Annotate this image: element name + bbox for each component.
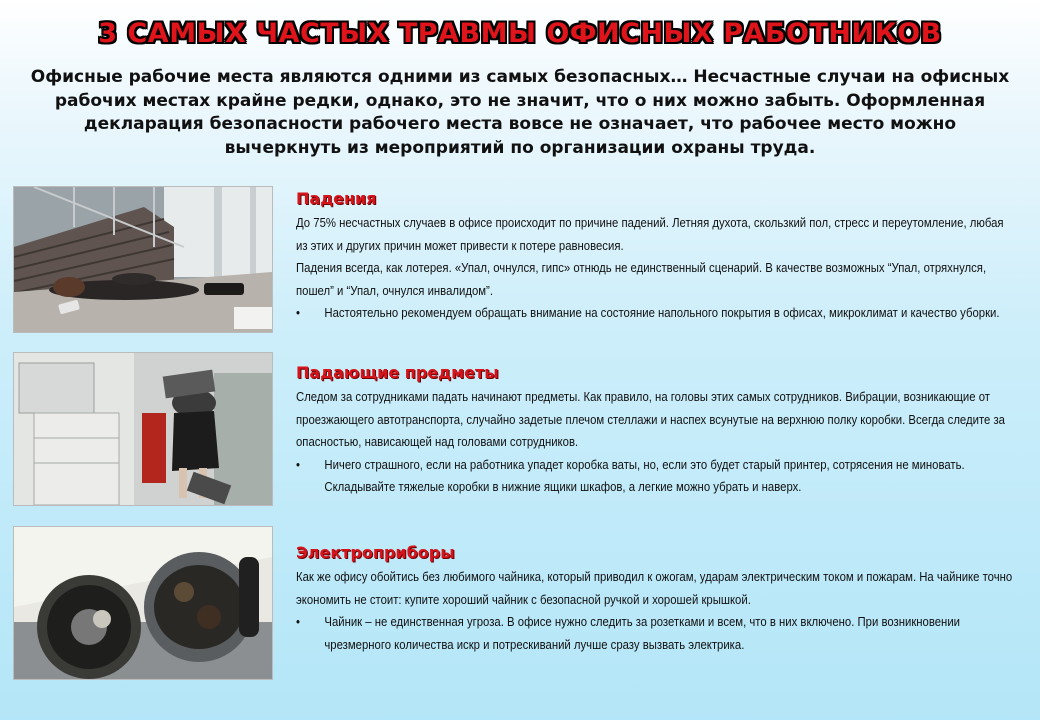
section-electrical-bullet-text: Чайник – не единственная угроза. В офисе нужно следить за розетками и всем, что в них включено. При возникновении чрезмерного количества искр и потрескиваний лучше сразу вызвать электрика. <box>324 614 961 652</box>
section-falling-objects-bullet <box>296 454 1016 499</box>
section-falling-objects-body <box>296 386 1016 499</box>
section-falls-title: Падения <box>296 189 377 208</box>
section-electrical-body <box>296 566 1016 656</box>
burnt-kettle-illustration <box>14 527 272 679</box>
section-falls-bullet-text: Настоятельно рекомендуем обращать внимание на состояние напольного покрытия в офисах, микроклимат и качество уборки. <box>324 305 1000 321</box>
section-falls-paragraph-1: До 75% несчастных случаев в офисе происходит по причине падений. Летняя духота, скользкий пол, стресс и переутомление, любая из этих и других причин может привести к потере равновесия. <box>296 215 1004 253</box>
section-electrical-bullet <box>296 611 1016 656</box>
section-falls <box>296 189 1016 325</box>
section-falling-objects-paragraph-1: Следом за сотрудниками падать начинают предметы. Как правило, на головы этих самых сотрудников. Вибрации, возникающие от проезжающего автотранспорта, случайно задетые плечом стеллажи и наспех всунутые на верхнюю полку коробки. Всегда следите за опасностью, нависающей над головами сотрудников. <box>296 389 1005 450</box>
section-electrical-paragraph-1: Как же офису обойтись без любимого чайника, который приводил к ожогам, ударам электрическим током и пожарам. На чайнике точно экономить не стоит: купите хороший чайник с безопасной ручкой и хорошей крышкой. <box>296 569 1013 607</box>
bullet-icon: • <box>296 456 300 472</box>
bullet-icon: • <box>296 305 300 321</box>
page-title: 3 САМЫХ ЧАСТЫХ ТРАВМЫ ОФИСНЫХ РАБОТНИКОВ <box>98 18 942 49</box>
photo-falling-on-stairs <box>13 186 273 333</box>
falling-objects-illustration <box>14 353 272 505</box>
section-falling-objects <box>296 363 1016 499</box>
photo-falling-objects <box>13 352 273 506</box>
section-falling-objects-title: Падающие предметы <box>296 363 499 382</box>
intro-text: Офисные рабочие места являются одними из самых безопасных… Несчастные случаи на офисных рабочих местах крайне редки, однако, это не значит, что о них можно забыть. Оформленная декларация безопасности рабочего места вовсе не означает, что рабочее место можно вычеркнуть из мероприятий по организации охраны труда. <box>30 67 1010 158</box>
section-falling-objects-bullet-text: Ничего страшного, если на работника упадет коробка ваты, но, если это будет старый принтер, сотрясения не миновать. Складывайте тяжелые коробки в нижние ящики шкафов, а легкие можно убрать и наверх. <box>324 456 965 495</box>
fall-illustration <box>14 187 272 332</box>
photo-burnt-kettle <box>13 526 273 680</box>
section-electrical-title: Электроприборы <box>296 543 455 562</box>
section-falls-paragraph-2: Падения всегда, как лотерея. «Упал, очнулся, гипс» отнюдь не единственный сценарий. В качестве возможных “Упал, отряхнулся, пошел” и “Упал, очнулся инвалидом”. <box>296 260 987 298</box>
bullet-icon: • <box>296 614 300 630</box>
section-falls-body <box>296 212 1016 325</box>
section-electrical <box>296 543 1016 656</box>
section-falls-bullet <box>296 302 1016 325</box>
